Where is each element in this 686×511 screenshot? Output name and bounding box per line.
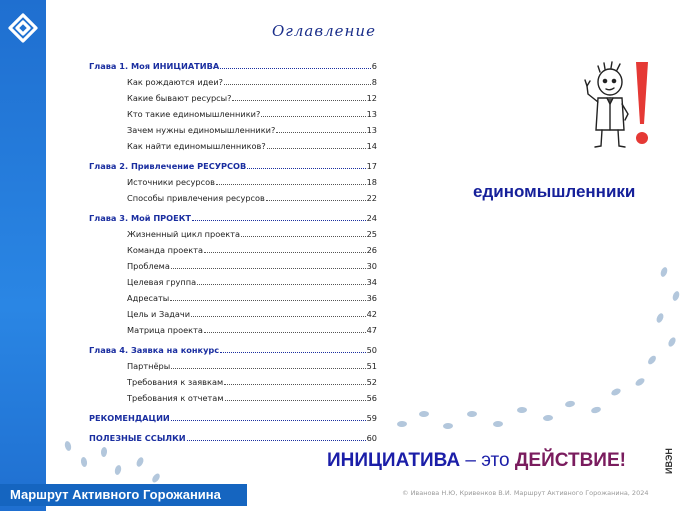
toc-entry-label: Требования к отчетам xyxy=(127,393,224,403)
toc-entry-label: Способы привлечения ресурсов xyxy=(127,193,265,203)
toc-chapter-entry[interactable] xyxy=(89,342,377,358)
toc-entry-page: 13 xyxy=(366,109,377,119)
toc-entry-page: 12 xyxy=(366,93,377,103)
slogan-connector: – это xyxy=(460,450,515,471)
toc-entry-label: Требования к заявкам xyxy=(127,377,224,387)
toc-leader-dots xyxy=(220,67,371,69)
toc-entry-label: РЕКОМЕНДАЦИИ xyxy=(89,413,170,423)
toc-entry-label: Цель и Задачи xyxy=(127,309,191,319)
footer-title: Маршрут Активного Горожанина xyxy=(0,484,247,506)
toc-leader-dots xyxy=(261,115,365,117)
toc-leader-dots xyxy=(241,235,366,237)
toc-entry-label: Кто такие единомышленники? xyxy=(127,109,261,119)
toc-entry-label: Зачем нужны единомышленники? xyxy=(127,125,276,135)
toc-leader-dots xyxy=(197,283,365,285)
toc-subsection-entry[interactable] xyxy=(89,74,377,90)
exclamation-icon xyxy=(636,62,648,144)
toc-entry-label: Как рождаются идеи? xyxy=(127,77,224,87)
side-word: единомышленники xyxy=(473,182,636,201)
table-of-contents xyxy=(89,58,377,446)
toc-leader-dots xyxy=(216,183,366,185)
toc-leader-dots xyxy=(191,315,365,317)
toc-entry-page: 24 xyxy=(366,213,377,223)
toc-chapter-entry[interactable] xyxy=(89,158,377,174)
toc-leader-dots xyxy=(232,99,365,101)
toc-leader-dots xyxy=(266,199,366,201)
toc-entry-page: 22 xyxy=(366,193,377,203)
toc-entry-page: 17 xyxy=(366,161,377,171)
toc-entry-page: 18 xyxy=(366,177,377,187)
toc-entry-label: Партнёры xyxy=(127,361,171,371)
toc-subsection-entry[interactable] xyxy=(89,106,377,122)
toc-subsection-entry[interactable] xyxy=(89,390,377,406)
toc-entry-page: 51 xyxy=(366,361,377,371)
toc-entry-page: 52 xyxy=(366,377,377,387)
toc-leader-dots xyxy=(204,251,366,253)
toc-leader-dots xyxy=(187,439,366,441)
toc-entry-label: Целевая группа xyxy=(127,277,197,287)
toc-leader-dots xyxy=(247,167,365,169)
toc-subsection-entry[interactable] xyxy=(89,138,377,154)
toc-subsection-entry[interactable] xyxy=(89,174,377,190)
toc-leader-dots xyxy=(224,83,371,85)
toc-entry-page: 30 xyxy=(366,261,377,271)
toc-entry-page: 25 xyxy=(366,229,377,239)
toc-entry-label: Глава 1. Моя ИНИЦИАТИВА xyxy=(89,61,220,71)
toc-subsection-entry[interactable] xyxy=(89,242,377,258)
toc-entry-page: 59 xyxy=(366,413,377,423)
toc-entry-label: Глава 3. Мой ПРОЕКТ xyxy=(89,213,191,223)
toc-chapter-entry[interactable] xyxy=(89,210,377,226)
toc-leader-dots xyxy=(225,399,366,401)
toc-chapter-entry[interactable] xyxy=(89,410,377,426)
toc-entry-page: 60 xyxy=(366,433,377,443)
thinking-man-icon xyxy=(578,58,658,150)
toc-entry-page: 13 xyxy=(366,125,377,135)
toc-entry-label: Глава 4. Заявка на конкурс xyxy=(89,345,220,355)
left-color-band xyxy=(0,0,46,511)
toc-leader-dots xyxy=(192,219,366,221)
toc-entry-page: 14 xyxy=(366,141,377,151)
toc-subsection-entry[interactable] xyxy=(89,322,377,338)
toc-subsection-entry[interactable] xyxy=(89,190,377,206)
toc-leader-dots xyxy=(171,367,365,369)
toc-entry-page: 36 xyxy=(366,293,377,303)
toc-entry-page: 26 xyxy=(366,245,377,255)
logo-icon xyxy=(7,12,39,44)
toc-entry-page: 47 xyxy=(366,325,377,335)
toc-entry-label: Источники ресурсов xyxy=(127,177,215,187)
vertical-logo: ИВЭН xyxy=(664,448,674,474)
toc-leader-dots xyxy=(171,267,366,269)
toc-subsection-entry[interactable] xyxy=(89,274,377,290)
slogan-initiative: ИНИЦИАТИВА xyxy=(327,450,461,471)
toc-entry-label: Матрица проекта xyxy=(127,325,203,335)
toc-entry-label: Глава 2. Привлечение РЕСУРСОВ xyxy=(89,161,247,171)
toc-leader-dots xyxy=(267,147,366,149)
toc-subsection-entry[interactable] xyxy=(89,122,377,138)
toc-leader-dots xyxy=(224,383,365,385)
toc-title: Оглавление xyxy=(272,22,376,40)
toc-chapter-entry[interactable] xyxy=(89,58,377,74)
toc-entry-label: Проблема xyxy=(127,261,170,271)
toc-subsection-entry[interactable] xyxy=(89,226,377,242)
slogan xyxy=(327,450,626,472)
toc-chapter-entry[interactable] xyxy=(89,430,377,446)
toc-leader-dots xyxy=(171,419,366,421)
toc-entry-label: Какие бывают ресурсы? xyxy=(127,93,232,103)
toc-entry-page: 56 xyxy=(366,393,377,403)
toc-entry-page: 50 xyxy=(366,345,377,355)
toc-leader-dots xyxy=(276,131,365,133)
toc-leader-dots xyxy=(204,331,366,333)
toc-entry-page: 6 xyxy=(371,61,377,71)
toc-entry-page: 42 xyxy=(366,309,377,319)
toc-subsection-entry[interactable] xyxy=(89,358,377,374)
toc-entry-label: Команда проекта xyxy=(127,245,203,255)
toc-entry-label: Как найти единомышленников? xyxy=(127,141,266,151)
toc-subsection-entry[interactable] xyxy=(89,90,377,106)
toc-subsection-entry[interactable] xyxy=(89,290,377,306)
toc-entry-label: Адресаты xyxy=(127,293,170,303)
copyright: © Иванова Н.Ю, Кривенков В.И. Маршрут Активного Горожанина, 2024 xyxy=(402,489,649,497)
toc-subsection-entry[interactable] xyxy=(89,374,377,390)
toc-subsection-entry[interactable] xyxy=(89,306,377,322)
slogan-action: ДЕЙСТВИЕ! xyxy=(514,450,626,471)
toc-leader-dots xyxy=(170,299,365,301)
toc-leader-dots xyxy=(220,351,365,353)
toc-entry-label: Жизненный цикл проекта xyxy=(127,229,240,239)
toc-entry-page: 34 xyxy=(366,277,377,287)
toc-entry-page: 8 xyxy=(371,77,377,87)
toc-entry-label: ПОЛЕЗНЫЕ ССЫЛКИ xyxy=(89,433,186,443)
toc-subsection-entry[interactable] xyxy=(89,258,377,274)
